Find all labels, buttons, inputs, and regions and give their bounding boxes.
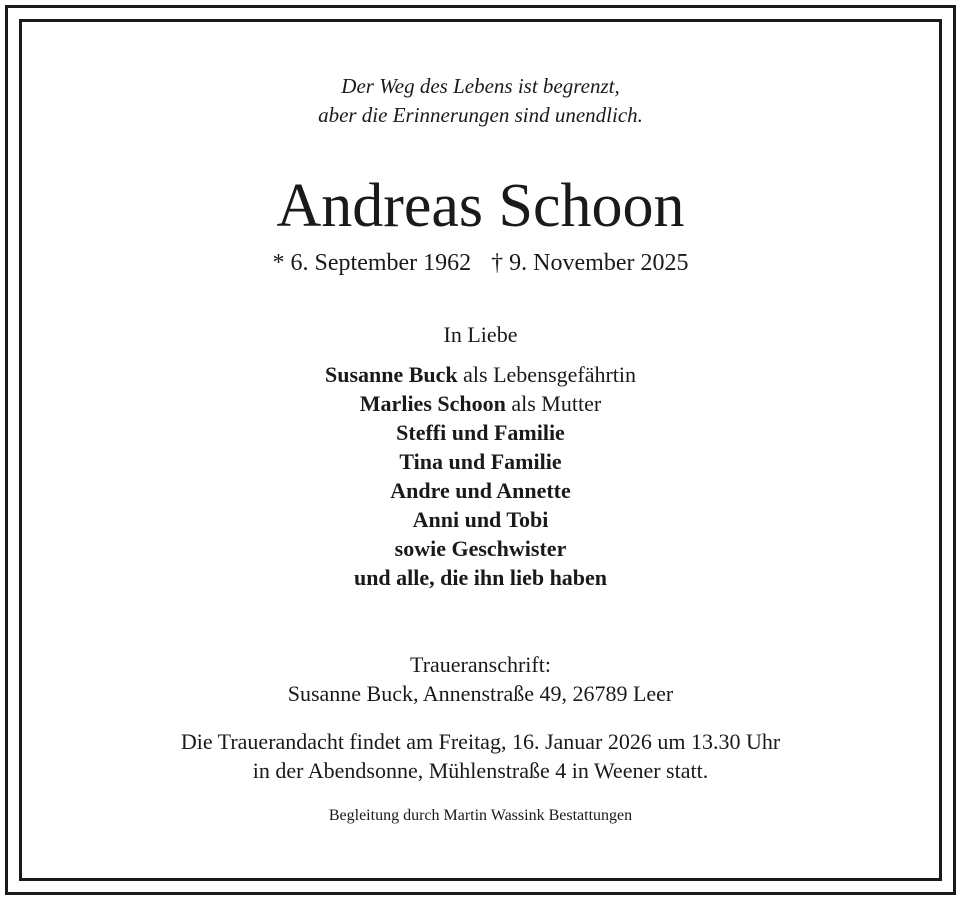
condolence-address: [22, 650, 939, 708]
mourner-relation: als Lebensgefährtin: [463, 362, 637, 387]
mourner-name: Andre und Annette: [390, 478, 571, 503]
mourner-name: Steffi und Familie: [396, 420, 565, 445]
mourner-line: [22, 534, 939, 563]
life-dates: [22, 248, 939, 278]
undertaker-credit: Begleitung durch Martin Wassink Bestattungen: [328, 807, 633, 824]
address-label: Traueranschrift:: [410, 652, 551, 677]
mourner-name: Tina und Familie: [399, 449, 562, 474]
in-love-label: In Liebe: [443, 322, 518, 347]
mourner-name: sowie Geschwister: [394, 536, 567, 561]
address-value: Susanne Buck, Annenstraße 49, 26789 Leer: [287, 681, 674, 706]
motto: [22, 72, 939, 130]
motto-line-2: aber die Erinnerungen sind unendlich.: [318, 103, 643, 127]
mourner-line: [22, 563, 939, 592]
death-date: † 9. November 2025: [491, 250, 689, 276]
deceased-name: Andreas Schoon: [276, 172, 685, 240]
birth-date: * 6. September 1962: [272, 250, 472, 276]
service-line-1: Die Trauerandacht findet am Freitag, 16. Januar 2026 um 13.30 Uhr: [180, 729, 781, 754]
mourner-name: Anni und Tobi: [412, 507, 549, 532]
memorial-service: [22, 727, 939, 785]
mourner-relation: als Mutter: [511, 391, 602, 416]
mourner-name: Marlies Schoon: [359, 391, 506, 416]
mourner-line: [22, 389, 939, 418]
mourner-name: Susanne Buck: [324, 362, 458, 387]
mourner-line: [22, 505, 939, 534]
motto-line-1: Der Weg des Lebens ist begrenzt,: [341, 74, 620, 98]
mourner-line: [22, 476, 939, 505]
mourner-line: [22, 447, 939, 476]
service-line-2: in der Abendsonne, Mühlenstraße 4 in Weener statt.: [252, 758, 709, 783]
mourners-list: [22, 360, 939, 592]
mourner-name: und alle, die ihn lieb haben: [353, 565, 608, 590]
mourner-line: [22, 360, 939, 389]
mourner-line: [22, 418, 939, 447]
